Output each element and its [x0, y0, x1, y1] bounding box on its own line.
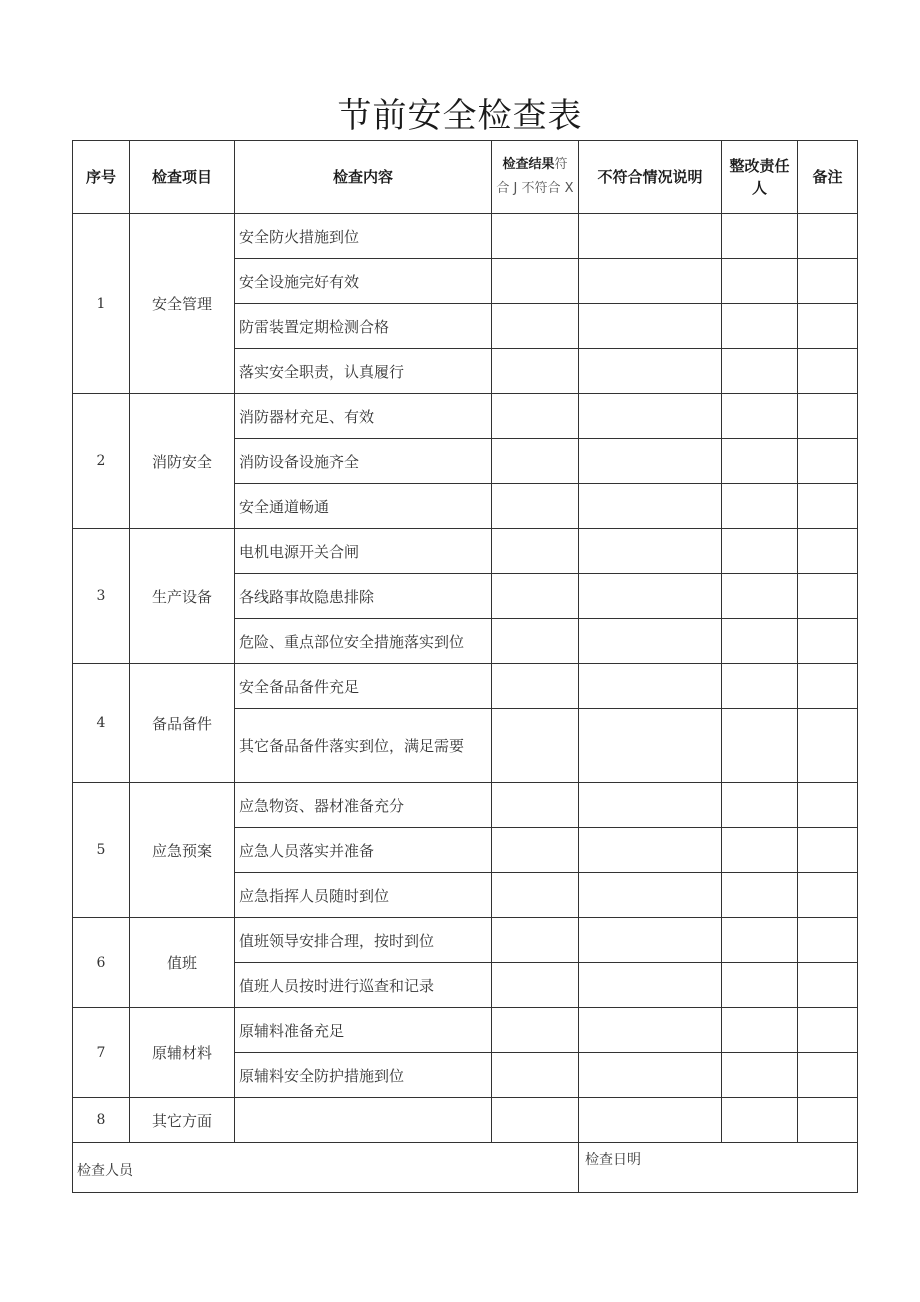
result-cell[interactable]	[492, 349, 579, 394]
remark-cell[interactable]	[798, 529, 858, 574]
content-cell: 应急物资、器材准备充分	[235, 783, 492, 828]
owner-cell[interactable]	[722, 484, 798, 529]
seq-cell: 8	[73, 1098, 130, 1143]
issue-cell[interactable]	[579, 574, 722, 619]
result-cell[interactable]	[492, 394, 579, 439]
remark-cell[interactable]	[798, 828, 858, 873]
remark-cell[interactable]	[798, 259, 858, 304]
content-cell: 值班人员按时进行巡查和记录	[235, 963, 492, 1008]
owner-cell[interactable]	[722, 574, 798, 619]
content-cell: 各线路事故隐患排除	[235, 574, 492, 619]
owner-cell[interactable]	[722, 1098, 798, 1143]
item-cell: 消防安全	[130, 394, 235, 529]
owner-cell[interactable]	[722, 439, 798, 484]
table-row	[73, 1008, 858, 1053]
content-cell: 消防设备设施齐全	[235, 439, 492, 484]
result-cell[interactable]	[492, 664, 579, 709]
issue-cell[interactable]	[579, 214, 722, 259]
remark-cell[interactable]	[798, 1098, 858, 1143]
content-cell: 危险、重点部位安全措施落实到位	[235, 619, 492, 664]
remark-cell[interactable]	[798, 304, 858, 349]
header-owner: 整改责任 人	[722, 141, 798, 214]
seq-cell: 3	[73, 529, 130, 664]
owner-cell[interactable]	[722, 214, 798, 259]
table-row	[73, 214, 858, 259]
remark-cell[interactable]	[798, 918, 858, 963]
result-cell[interactable]	[492, 214, 579, 259]
result-cell[interactable]	[492, 439, 579, 484]
header-result: 检查结果符 合 J 不符合 X	[492, 141, 579, 214]
header-item: 检查项目	[130, 141, 235, 214]
inspector-label: 检查人员	[77, 1163, 133, 1179]
remark-cell[interactable]	[798, 574, 858, 619]
issue-cell[interactable]	[579, 259, 722, 304]
issue-cell[interactable]	[579, 304, 722, 349]
seq-cell: 1	[73, 214, 130, 394]
table-row	[73, 1098, 858, 1143]
item-cell: 备品备件	[130, 664, 235, 783]
issue-cell[interactable]	[579, 349, 722, 394]
page-title: 节前安全检查表	[337, 96, 583, 136]
issue-cell[interactable]	[579, 619, 722, 664]
header-content: 检查内容	[235, 141, 492, 214]
owner-cell[interactable]	[722, 619, 798, 664]
issue-cell[interactable]	[579, 873, 722, 918]
content-cell: 防雷装置定期检测合格	[235, 304, 492, 349]
item-cell: 应急预案	[130, 783, 235, 918]
owner-cell[interactable]	[722, 783, 798, 828]
seq-cell: 4	[73, 664, 130, 783]
result-cell[interactable]	[492, 963, 579, 1008]
table-row	[73, 783, 858, 828]
result-cell[interactable]	[492, 709, 579, 783]
result-cell[interactable]	[492, 828, 579, 873]
owner-cell[interactable]	[722, 873, 798, 918]
date-cell[interactable]	[579, 1143, 858, 1193]
result-cell[interactable]	[492, 259, 579, 304]
date-label: 检查日明	[585, 1152, 641, 1168]
item-cell: 生产设备	[130, 529, 235, 664]
owner-cell[interactable]	[722, 963, 798, 1008]
remark-cell[interactable]	[798, 664, 858, 709]
table-row	[73, 664, 858, 709]
result-cell[interactable]	[492, 304, 579, 349]
remark-cell[interactable]	[798, 1053, 858, 1098]
item-cell: 安全管理	[130, 214, 235, 394]
table-row	[73, 529, 858, 574]
table-row	[73, 918, 858, 963]
remark-cell[interactable]	[798, 439, 858, 484]
content-cell[interactable]	[235, 1098, 492, 1143]
header-issue: 不符合情况说明	[579, 141, 722, 214]
seq-cell: 2	[73, 394, 130, 529]
owner-cell[interactable]	[722, 664, 798, 709]
owner-cell[interactable]	[722, 349, 798, 394]
issue-cell[interactable]	[579, 1098, 722, 1143]
header-seq: 序号	[73, 141, 130, 214]
result-cell[interactable]	[492, 1098, 579, 1143]
item-cell: 其它方面	[130, 1098, 235, 1143]
issue-cell[interactable]	[579, 394, 722, 439]
header-row	[73, 141, 858, 214]
remark-cell[interactable]	[798, 963, 858, 1008]
remark-cell[interactable]	[798, 709, 858, 783]
remark-cell[interactable]	[798, 783, 858, 828]
content-cell: 原辅料准备充足	[235, 1008, 492, 1053]
issue-cell[interactable]	[579, 963, 722, 1008]
owner-cell[interactable]	[722, 1008, 798, 1053]
issue-cell[interactable]	[579, 484, 722, 529]
content-cell: 落实安全职责，认真履行	[235, 349, 492, 394]
owner-cell[interactable]	[722, 1053, 798, 1098]
owner-cell[interactable]	[722, 828, 798, 873]
remark-cell[interactable]	[798, 214, 858, 259]
remark-cell[interactable]	[798, 619, 858, 664]
remark-cell[interactable]	[798, 1008, 858, 1053]
content-cell: 安全设施完好有效	[235, 259, 492, 304]
result-cell[interactable]	[492, 619, 579, 664]
result-cell[interactable]	[492, 873, 579, 918]
issue-cell[interactable]	[579, 664, 722, 709]
remark-cell[interactable]	[798, 484, 858, 529]
owner-cell[interactable]	[722, 529, 798, 574]
owner-cell[interactable]	[722, 709, 798, 783]
content-cell: 安全备品备件充足	[235, 664, 492, 709]
result-cell[interactable]	[492, 484, 579, 529]
content-cell: 值班领导安排合理，按时到位	[235, 918, 492, 963]
issue-cell[interactable]	[579, 783, 722, 828]
seq-cell: 5	[73, 783, 130, 918]
result-cell[interactable]	[492, 1053, 579, 1098]
result-cell[interactable]	[492, 918, 579, 963]
issue-cell[interactable]	[579, 1053, 722, 1098]
checklist-table	[72, 140, 858, 1193]
item-cell: 值班	[130, 918, 235, 1008]
content-cell: 应急人员落实并准备	[235, 828, 492, 873]
issue-cell[interactable]	[579, 439, 722, 484]
content-cell: 电机电源开关合闸	[235, 529, 492, 574]
seq-cell: 6	[73, 918, 130, 1008]
issue-cell[interactable]	[579, 1008, 722, 1053]
item-cell: 原辅材料	[130, 1008, 235, 1098]
owner-cell[interactable]	[722, 259, 798, 304]
content-cell: 其它备品备件落实到位，满足需要	[235, 709, 492, 783]
table-row	[73, 394, 858, 439]
inspector-cell[interactable]	[73, 1143, 579, 1193]
remark-cell[interactable]	[798, 394, 858, 439]
seq-cell: 7	[73, 1008, 130, 1098]
result-cell[interactable]	[492, 574, 579, 619]
result-cell[interactable]	[492, 1008, 579, 1053]
result-cell[interactable]	[492, 783, 579, 828]
owner-cell[interactable]	[722, 918, 798, 963]
owner-cell[interactable]	[722, 304, 798, 349]
issue-cell[interactable]	[579, 828, 722, 873]
content-cell: 安全通道畅通	[235, 484, 492, 529]
content-cell: 消防器材充足、有效	[235, 394, 492, 439]
issue-cell[interactable]	[579, 529, 722, 574]
result-cell[interactable]	[492, 529, 579, 574]
header-remark: 备注	[798, 141, 858, 214]
remark-cell[interactable]	[798, 349, 858, 394]
issue-cell[interactable]	[579, 709, 722, 783]
owner-cell[interactable]	[722, 394, 798, 439]
content-cell: 应急指挥人员随时到位	[235, 873, 492, 918]
content-cell: 安全防火措施到位	[235, 214, 492, 259]
content-cell: 原辅料安全防护措施到位	[235, 1053, 492, 1098]
footer-row	[73, 1143, 858, 1193]
remark-cell[interactable]	[798, 873, 858, 918]
issue-cell[interactable]	[579, 918, 722, 963]
